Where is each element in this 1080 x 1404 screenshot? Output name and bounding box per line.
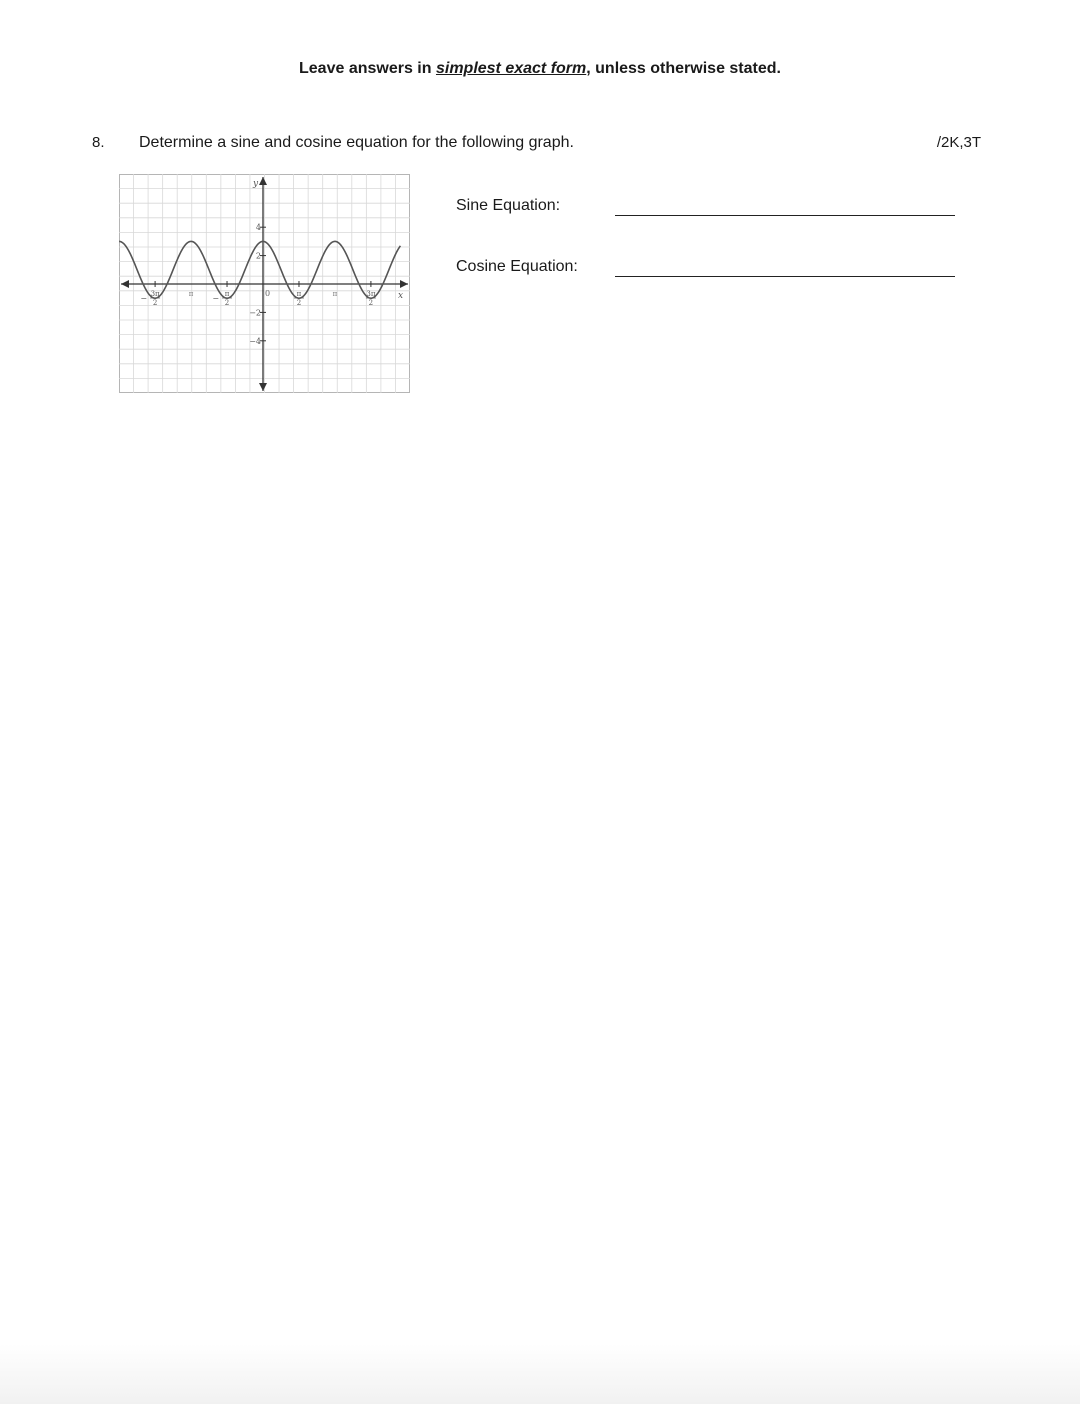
origin-label: 0 — [265, 289, 271, 298]
x-tick-sign: − — [140, 294, 148, 303]
instruction-lead: Leave answers in — [299, 60, 436, 77]
x-tick-numerator: 3π — [150, 290, 160, 298]
x-axis-label: x — [398, 291, 404, 301]
x-mid-label: π — [188, 290, 194, 298]
y-tick-label: −2 — [249, 308, 261, 318]
sinusoid-graph — [119, 174, 410, 393]
y-axis-label: y — [253, 179, 259, 189]
instruction-tail: , unless otherwise stated. — [586, 60, 781, 77]
x-tick-numerator: π — [224, 290, 230, 298]
x-mid-label: π — [332, 290, 338, 298]
x-tick-numerator: π — [296, 290, 302, 298]
cosine-equation-field[interactable] — [615, 276, 955, 277]
x-tick-denominator: 2 — [224, 299, 230, 307]
x-tick-numerator: 3π — [366, 290, 376, 298]
question-number: 8. — [92, 134, 105, 151]
instruction-emphasis: simplest exact form — [435, 60, 587, 77]
sine-equation-label: Sine Equation: — [456, 197, 561, 214]
sine-equation-field[interactable] — [615, 215, 955, 216]
x-tick-denominator: 2 — [152, 299, 158, 307]
cosine-equation-label: Cosine Equation: — [456, 258, 578, 275]
x-tick-denominator: 2 — [296, 299, 302, 307]
instructions-banner — [0, 60, 1080, 78]
question-marks: /2K,3T — [936, 134, 981, 151]
x-tick-sign: − — [212, 294, 220, 303]
y-tick-label: 4 — [255, 223, 261, 233]
x-tick-denominator: 2 — [368, 299, 374, 307]
y-tick-label: 2 — [255, 251, 261, 261]
page-bottom-shadow — [0, 1344, 1080, 1404]
question-text: Determine a sine and cosine equation for the following graph. — [139, 134, 574, 151]
y-tick-label: −4 — [249, 336, 261, 346]
